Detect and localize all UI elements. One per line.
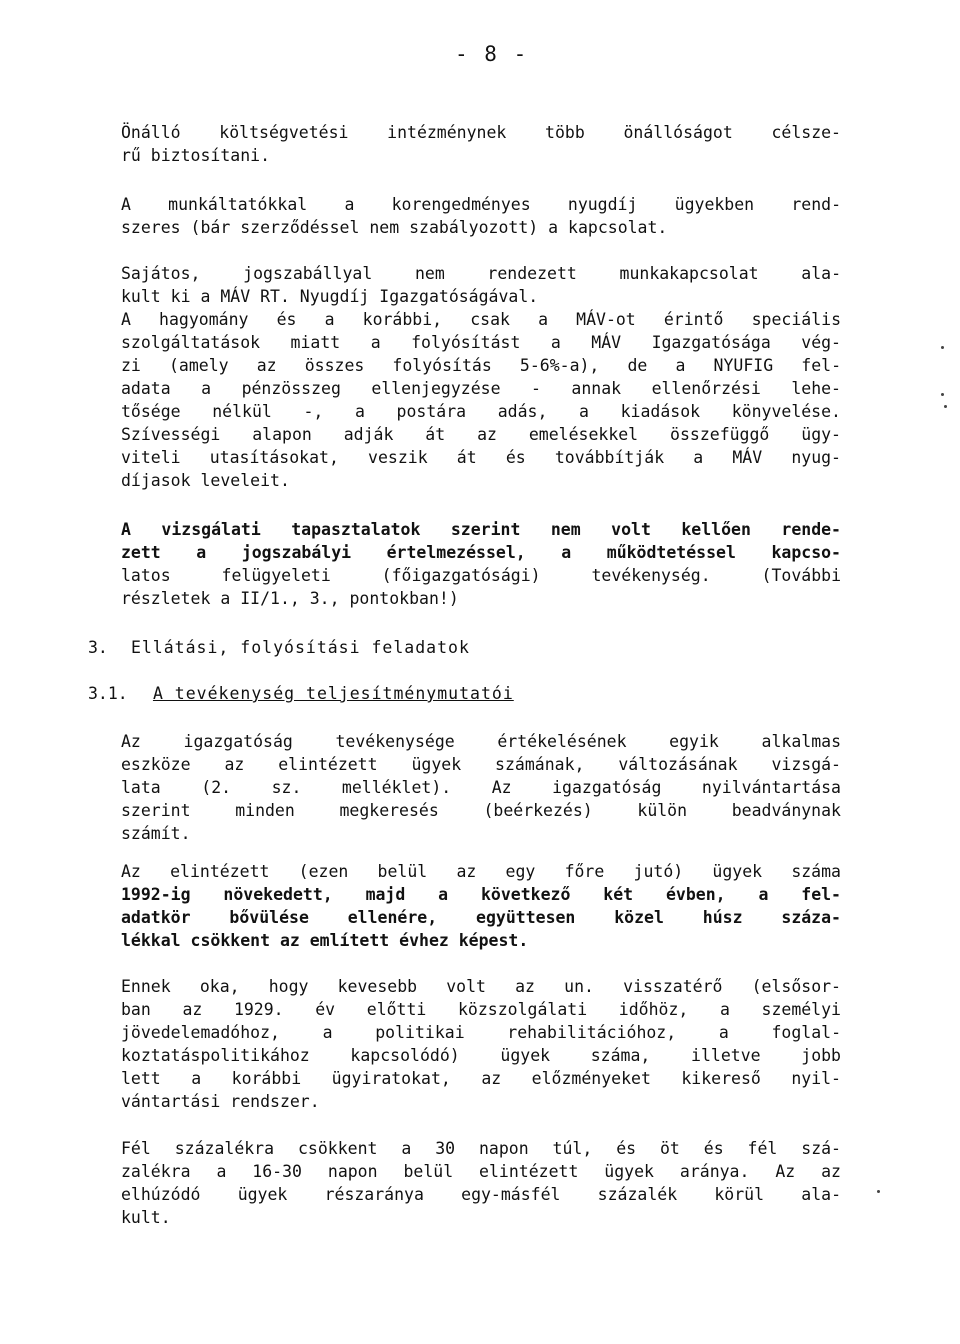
text-line: A munkáltatókkal a korengedményes nyugdíj ügyekben rend- [121, 195, 841, 214]
section-title: Ellátási, folyósítási feladatok [130, 638, 470, 657]
text-line: zalékra a 16-30 napon belül elintézett ügyek aránya. Az az [121, 1162, 841, 1181]
paragraph-6 [121, 860, 841, 952]
text-line: eszköze az elintézett ügyek számának, változásának vizsgá- [121, 755, 841, 774]
text-line: Önálló költségvetési intézménynek több önállóságot célsze- [121, 123, 841, 142]
text-line: A hagyomány és a korábbi, csak a MÁV-ot érintő speciális [121, 310, 841, 329]
paragraph-5 [121, 730, 841, 845]
text-line: zett a jogszabályi értelmezéssel, a működtetéssel kapcso- [121, 543, 841, 562]
paragraph-1 [121, 121, 841, 167]
text-line: szeres (bár szerződéssel nem szabályozott) a kapcsolat. [121, 218, 668, 237]
text-line: szerint minden megkeresés (beérkezés) külön beadványnak [121, 801, 841, 820]
text-line: ban az 1929. év előtti közszolgálati időhöz, a személyi [121, 1000, 841, 1019]
scan-speck [941, 393, 944, 396]
subsection-number: 3.1. [88, 684, 128, 703]
text-line: latos felügyeleti (főigazgatósági) tevékenység. (További [121, 566, 841, 585]
text-line: A vizsgálati tapasztalatok szerint nem volt kellően rende- [121, 520, 841, 539]
text-line: lata (2. sz. melléklet). Az igazgatóság nyilvántartása [121, 778, 841, 797]
page-number: - 8 - [455, 42, 529, 66]
scan-speck [941, 346, 944, 349]
text-line: koztatáspolitikához kapcsolódó) ügyek száma, illetve jobb [121, 1046, 841, 1065]
subsection-title: A tevékenység teljesítménymutatói [152, 684, 514, 703]
text-line: zi (amely az összes folyósítás 5-6%-a), de a NYUFIG fel- [121, 356, 841, 375]
text-line: elhúzódó ügyek részaránya egy-másfél százalék körül ala- [121, 1185, 841, 1204]
text-line: adatkör bővülése ellenére, együttesen közel húsz száza- [121, 908, 841, 927]
text-line: Fél százalékra csökkent a 30 napon túl, és öt és fél szá- [121, 1139, 841, 1158]
text-line: számít. [121, 824, 191, 843]
paragraph-8 [121, 1137, 841, 1229]
text-line: Az igazgatóság tevékenysége értékelésének egyik alkalmas [121, 732, 841, 751]
text-line: lett a korábbi ügyiratokat, az előzményeket kikereső nyil- [121, 1069, 841, 1088]
scan-speck [944, 405, 947, 408]
text-line: jövedelemadóhoz, a politikai rehabilitációhoz, a foglal- [121, 1023, 841, 1042]
subsection-heading [88, 682, 514, 705]
text-line: lékkal csökkent az említett évhez képest. [121, 931, 529, 950]
text-line: viteli utasításokat, veszik át és továbbítják a MÁV nyug- [121, 448, 841, 467]
text-line: díjasok leveleit. [121, 471, 290, 490]
paragraph-4 [121, 518, 841, 610]
text-line: részletek a II/1., 3., pontokban!) [121, 589, 459, 608]
paragraph-3 [121, 262, 841, 492]
paragraph-7 [121, 975, 841, 1113]
text-line: tősége nélkül -, a postára adás, a kiadások könyvelése. [121, 402, 841, 421]
text-line: kult ki a MÁV RT. Nyugdíj Igazgatóságával. [121, 287, 539, 306]
text-line: szolgáltatások miatt a folyósítást a MÁV Igazgatósága vég- [121, 333, 841, 352]
text-line: 1992-ig növekedett, majd a következő két évben, a fel- [121, 885, 841, 904]
section-heading [88, 636, 470, 659]
section-number: 3. [88, 638, 108, 657]
text-line: vántartási rendszer. [121, 1092, 320, 1111]
paragraph-2 [121, 193, 841, 239]
text-line: Szívességi alapon adják át az emelésekkel összefüggő ügy- [121, 425, 841, 444]
text-line: Ennek oka, hogy kevesebb volt az un. visszatérő (elsősor- [121, 977, 841, 996]
text-line: kult. [121, 1208, 171, 1227]
scan-speck [877, 1190, 880, 1193]
text-line: Sajátos, jogszabállyal nem rendezett munkakapcsolat ala- [121, 264, 841, 283]
text-line: adata a pénzösszeg ellenjegyzése - annak ellenőrzési lehe- [121, 379, 841, 398]
text-line: Az elintézett (ezen belül az egy főre jutó) ügyek száma [121, 862, 841, 881]
text-line: rű biztosítani. [121, 146, 271, 165]
